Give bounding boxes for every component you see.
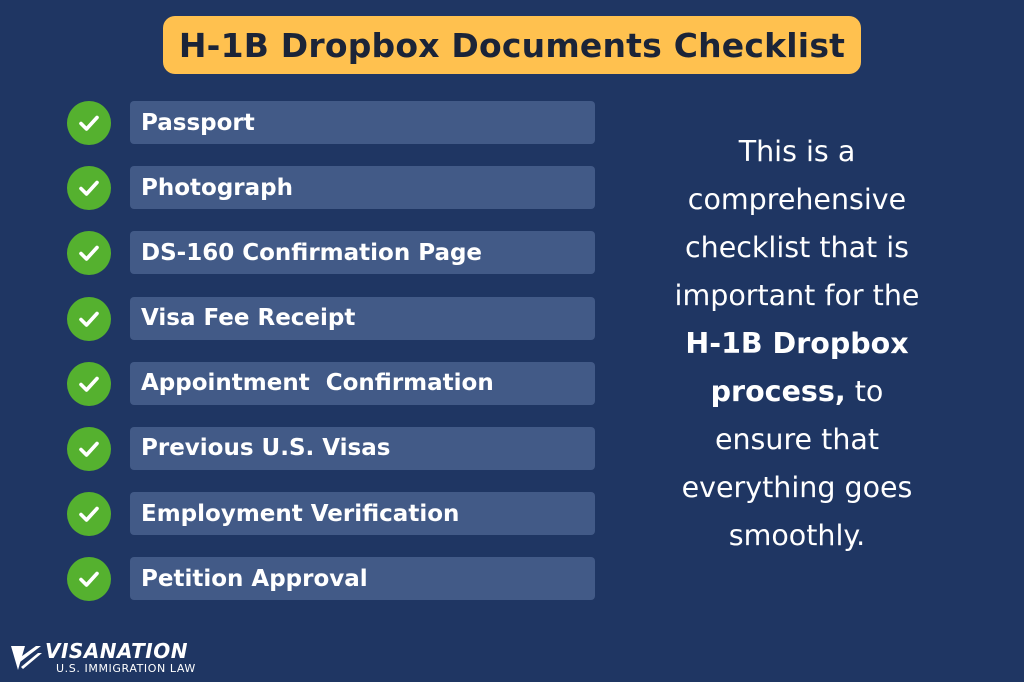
checkmark-circle-icon [67,166,111,210]
visanation-logo-mark-icon [8,642,44,674]
checkmark-circle-icon [67,492,111,536]
checklist-item [67,362,597,404]
description-line: everything goes [681,471,913,504]
logo-tagline: U.S. IMMIGRATION LAW [56,662,196,675]
checkmark-circle-icon [67,427,111,471]
checklist-item [67,231,597,273]
checkmark-circle-icon [67,101,111,145]
checklist-title: H-1B Dropbox Documents Checklist [163,16,861,74]
checklist-item-label: Passport [130,101,595,144]
description-line: comprehensive [687,183,907,216]
visanation-logo [8,640,218,678]
checklist-item-label: Employment Verification [130,492,595,535]
checklist-item [67,101,597,143]
checklist-item [67,427,597,469]
description-text-fragment: to [854,375,884,408]
checklist-item-label: Petition Approval [130,557,595,600]
checklist-item [67,297,597,339]
emphasis-text: H-1B Dropbox [685,327,909,360]
checkmark-circle-icon [67,297,111,341]
document-checklist [67,101,597,623]
checklist-item [67,557,597,599]
emphasis-text: process, [710,375,846,408]
logo-name: VISANATION [45,639,188,663]
checklist-item-label: Previous U.S. Visas [130,427,595,470]
description-text [652,128,942,560]
checkmark-circle-icon [67,231,111,275]
checklist-item [67,492,597,534]
description-line: smoothly. [728,519,866,552]
description-line [652,368,942,416]
checklist-item-label: Photograph [130,166,595,209]
description-line-emphasis [652,320,942,368]
checklist-item-label: DS-160 Confirmation Page [130,231,595,274]
checklist-item [67,166,597,208]
description-line: ensure that [714,423,880,456]
checklist-item-label: Appointment Confirmation [130,362,595,405]
checkmark-circle-icon [67,362,111,406]
description-line: important for the [674,279,920,312]
checklist-item-label: Visa Fee Receipt [130,297,595,340]
description-line: checklist that is [684,231,910,264]
checkmark-circle-icon [67,557,111,601]
description-line: This is a [738,135,856,168]
